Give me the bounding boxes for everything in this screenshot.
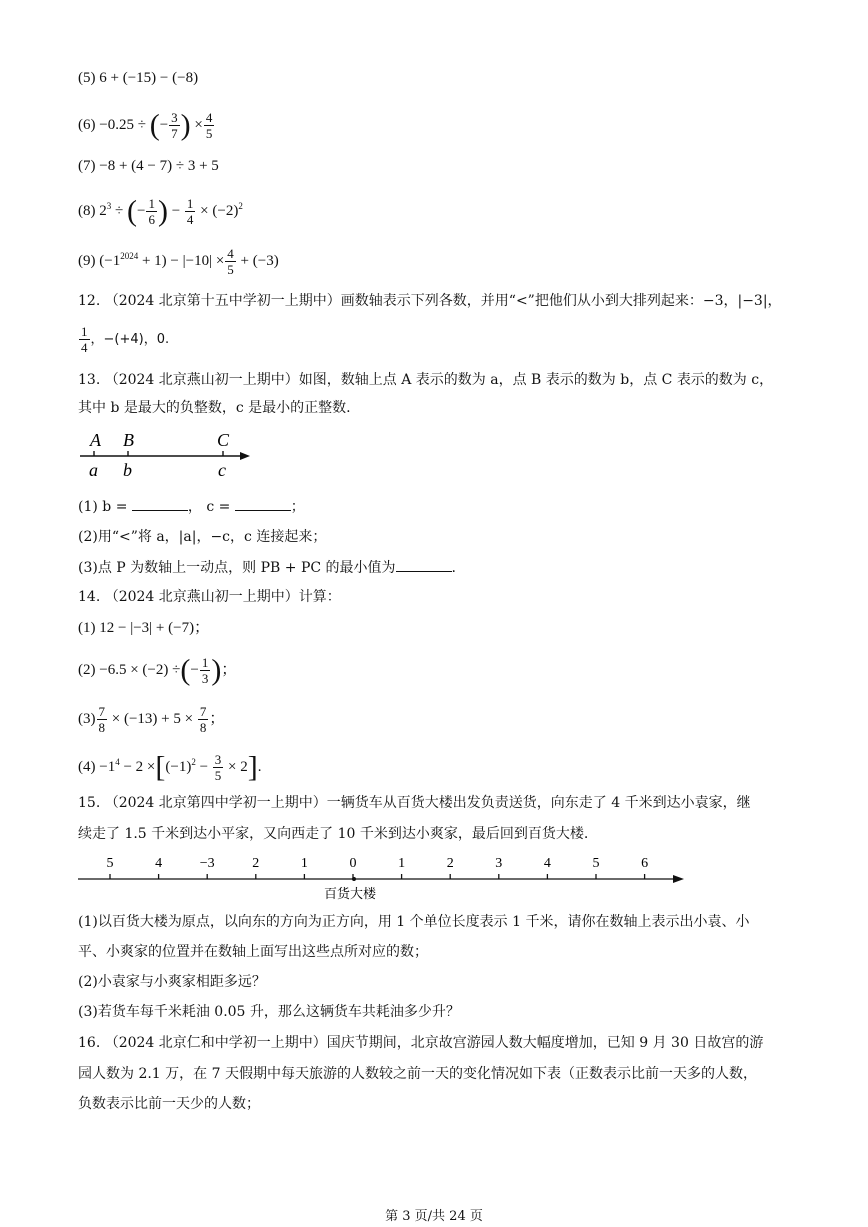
- tick-label: −3: [199, 856, 215, 871]
- fraction: $\frac{1}{4}$: [81, 324, 88, 355]
- q13-line2: 其中 b 是最大的负整数，c 是最小的正整数.: [78, 400, 351, 416]
- q12-line1: 12. （2024 北京第十五中学初一上期中）画数轴表示下列各数，并用“<”把他们从小到大排列起来：−3，|−3|，: [78, 293, 782, 309]
- fraction: $\frac{4}{5}$: [205, 110, 213, 141]
- q14-s3: (3) $\frac{7}{8}$ × (−13) + 5 × $\frac{7}{8}$ ；: [78, 704, 225, 735]
- q13-sub2: (2)用“<”将 a，|a|，−c，c 连接起来；: [78, 529, 327, 545]
- fraction: $\frac{7}{8}$: [98, 704, 105, 735]
- problem-8: (8) $2^3$ ÷ (− $\frac{1}{6}$ ) − $\frac{1}{4}$ × $(-2)^2$: [78, 194, 243, 228]
- q15-line1: 15. （2024 北京第四中学初一上期中）一辆货车从百货大楼出发负责送货，向东走了 4 千米到达小袁家，继: [78, 795, 751, 811]
- label-B: B: [123, 430, 134, 450]
- label-c: c: [218, 460, 226, 480]
- q13-number-line: [78, 426, 258, 484]
- q15-sub3: (3)若货车每千米耗油 0.05 升，那么这辆货车共耗油多少升？: [78, 1004, 460, 1020]
- q16-line2: 园人数为 2.1 万，在 7 天假期中每天旅游的人数较之前一天的变化情况如下表（正数表示比前一天多的人数，: [78, 1066, 757, 1082]
- problem-6: (6) −0.25 ÷ (− $\frac{3}{7}$ ) × $\frac{4}{5}$: [78, 108, 213, 142]
- answer-blank[interactable]: [396, 557, 452, 572]
- tick-label: 2: [252, 856, 260, 871]
- origin-dot: [352, 877, 356, 881]
- problem-9: (9) $(-1^{2024} + 1) - |-10|$ × $\frac{4}{5}$ + (−3): [78, 246, 279, 278]
- q13-sub1: (1) b = ， c = ；: [78, 496, 305, 517]
- fraction: $\frac{3}{5}$: [214, 752, 222, 784]
- q15-sub1-line2: 平、小爽家的位置并在数轴上面写出这些点所对应的数；: [78, 944, 428, 960]
- q16-line1: 16. （2024 北京仁和中学初一上期中）国庆节期间，北京故宫游园人数大幅度增加，已知 9 月 30 日故宫的游: [78, 1035, 764, 1051]
- tick-label: 5: [106, 856, 114, 871]
- fraction: $\frac{7}{8}$: [199, 704, 207, 735]
- tick-label: 3: [495, 856, 503, 871]
- q15-sub1-line1: (1)以百货大楼为原点，以向东的方向为正方向，用 1 个单位长度表示 1 千米，请你在数轴上表示出小袁、小: [78, 914, 750, 930]
- label-C: C: [217, 430, 230, 450]
- label-A: A: [90, 430, 101, 450]
- origin-label: 百货大楼: [324, 886, 377, 901]
- q14-title: 14. （2024 北京燕山初一上期中）计算：: [78, 589, 341, 605]
- fraction: $\frac{1}{3}$: [201, 655, 209, 686]
- axis-arrow: [240, 452, 250, 460]
- fraction: $\frac{1}{4}$: [186, 196, 194, 228]
- page-footer: 第 3 页/共 24 页: [385, 1209, 483, 1224]
- q15-number-line: [78, 852, 690, 902]
- fraction: $\frac{4}{5}$: [227, 246, 234, 278]
- tick-label: 2: [446, 856, 454, 871]
- q14-s2: (2) −6.5 × (−2) ÷(− $\frac{1}{3}$ )；: [78, 653, 237, 687]
- tick-label: 4: [543, 856, 551, 871]
- tick-label: 0: [349, 856, 357, 871]
- q13-line1: 13. （2024 北京燕山初一上期中）如图，数轴上点 A 表示的数为 a，点 B 表示的数为 b，点 C 表示的数为 c，: [78, 372, 774, 388]
- q15-sub2: (2)小袁家与小爽家相距多远？: [78, 974, 266, 990]
- q15-line2: 续走了 1.5 千米到达小平家，又向西走了 10 千米到达小爽家，最后回到百货大楼.: [78, 826, 589, 842]
- answer-blank[interactable]: [235, 496, 291, 511]
- tick-label: 1: [398, 856, 406, 871]
- q13-sub3: (3)点 P 为数轴上一动点，则 PB + PC 的最小值为 .: [78, 557, 456, 578]
- answer-blank[interactable]: [132, 496, 188, 511]
- tick-label: 5: [592, 856, 600, 871]
- q12-line2: $\frac{1}{4}$ ，−(+4)，0.: [81, 324, 170, 355]
- tick-label: 6: [641, 856, 649, 871]
- tick-label: 4: [155, 856, 163, 871]
- problem-7: (7) −8 + (4 − 7) ÷ 3 + 5: [78, 158, 219, 174]
- fraction: $\frac{3}{7}$: [171, 110, 178, 141]
- q14-s4: $(4) -1^4 - 2 \times[(-1)^2$ − $\frac{3}{5}$ × 2].: [78, 750, 262, 784]
- axis-arrow: [673, 875, 684, 883]
- problem-5: (5) 6 + (−15) − (−8): [78, 70, 199, 86]
- tick-label: 1: [300, 856, 308, 871]
- q14-s1: (1) 12 − |−3| + (−7)；: [78, 620, 210, 636]
- label-a: a: [89, 460, 98, 480]
- label-b: b: [123, 460, 132, 480]
- q16-line3: 负数表示比前一天少的人数；: [78, 1096, 260, 1112]
- fraction: $\frac{1}{6}$: [148, 196, 155, 228]
